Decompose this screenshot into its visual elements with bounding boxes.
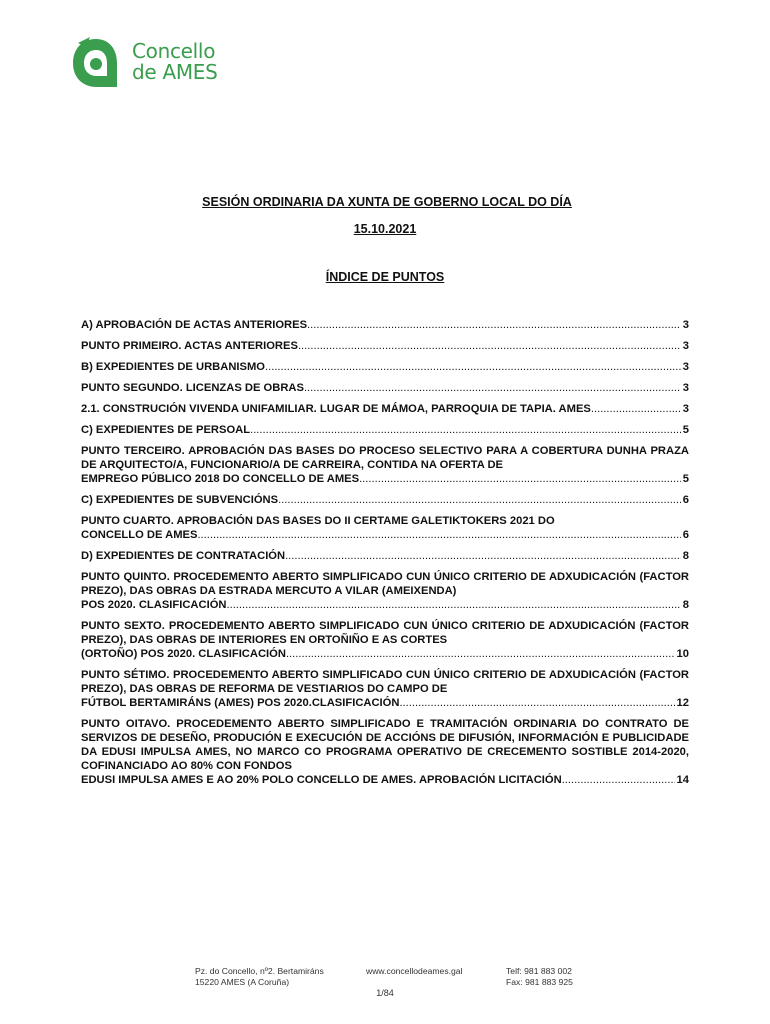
toc-entry[interactable] <box>81 339 689 353</box>
footer-fax: Fax: 981 883 925 <box>506 977 573 987</box>
toc-leader-dots <box>286 647 675 661</box>
toc-leader-dots <box>307 318 681 332</box>
toc-entry-title: PUNTO CUARTO. APROBACIÓN DAS BASES DO II CERTAME GALETIKTOKERS 2021 DO <box>81 515 555 527</box>
toc-leader-dots <box>359 472 681 486</box>
toc-entry-page: 8 <box>682 550 689 562</box>
toc-entry-page: 3 <box>682 340 689 352</box>
toc-entry[interactable] <box>81 360 689 374</box>
footer-address <box>195 966 324 988</box>
concello-logo <box>70 35 230 91</box>
toc-entry[interactable] <box>81 402 689 416</box>
logo-line-1: Concello <box>132 39 216 63</box>
toc-entry-page: 3 <box>682 361 689 373</box>
toc-leader-dots <box>562 773 675 787</box>
toc-entry[interactable] <box>81 423 689 437</box>
index-heading: ÍNDICE DE PUNTOS <box>325 270 445 284</box>
toc-entry[interactable] <box>81 570 689 612</box>
concello-ames-logo-icon <box>70 35 122 91</box>
footer-phone: Telf: 981 883 002 <box>506 966 572 976</box>
toc-entry-page: 12 <box>676 697 689 709</box>
toc-leader-dots <box>250 423 681 437</box>
toc-entry-title: PUNTO OITAVO. PROCEDEMENTO ABERTO SIMPLIFICADO E TRAMITACIÓN ORDINARIA DO CONTRATO DE SERVIZOS DE DESEÑO, PRODUCIÓN E EXECUCIÓN DE ACCIÓNS DE DIFUSIÓN, INFORMACIÓN E PUBLICIDADE DA EDUSI IMPULSA AMES, NO MARCO CO PROGRAMA OPERATIVO DE CRECEMENTO SOSTIBLE 2014-2020, COFINANCIADO AO 80% CON FONDOS <box>81 718 689 772</box>
toc-leader-dots <box>278 493 681 507</box>
footer-address-line-2: 15220 AMES (A Coruña) <box>195 977 290 987</box>
toc-entry-title: PUNTO SEGUNDO. LICENZAS DE OBRAS <box>81 382 304 394</box>
toc-entry-title: PUNTO SEXTO. PROCEDEMENTO ABERTO SIMPLIFICADO CUN ÚNICO CRITERIO DE ADXUDICACIÓN (FACTOR PREZO), DAS OBRAS DE INTERIORES EN ORTOÑIÑO E AS CORTES <box>81 620 689 646</box>
logo-line-2: de AMES <box>132 60 218 84</box>
toc-entry[interactable] <box>81 318 689 332</box>
toc-entry[interactable] <box>81 381 689 395</box>
toc-entry-title-end: EMPREGO PÚBLICO 2018 DO CONCELLO DE AMES <box>81 473 360 485</box>
toc-entry-page: 5 <box>682 424 689 436</box>
toc-leader-dots <box>591 402 681 416</box>
toc-leader-dots <box>285 549 681 563</box>
toc-entry[interactable] <box>81 668 689 710</box>
toc-entry-title: PUNTO PRIMEIRO. ACTAS ANTERIORES <box>81 340 298 352</box>
toc-leader-dots <box>399 696 674 710</box>
toc-entry[interactable] <box>81 493 689 507</box>
document-date: 15.10.2021 <box>353 222 417 236</box>
toc-leader-dots <box>265 360 681 374</box>
toc-entry-title-end: POS 2020. CLASIFICACIÓN <box>81 599 227 611</box>
toc-entry-page: 3 <box>682 403 689 415</box>
page-number: 1/84 <box>376 988 394 998</box>
toc-leader-dots <box>226 598 680 612</box>
toc-entry-title: D) EXPEDIENTES DE CONTRATACIÓN <box>81 550 286 562</box>
toc-entry-page: 14 <box>676 774 689 786</box>
footer-contact <box>506 966 573 988</box>
toc-leader-dots <box>298 339 681 353</box>
toc-entry-title-end: CONCELLO DE AMES <box>81 529 198 541</box>
toc-entry[interactable] <box>81 514 689 542</box>
footer-address-line-1: Pz. do Concello, nº2. Bertamiráns <box>195 966 324 976</box>
toc-entry-page: 6 <box>682 529 689 541</box>
toc-entry-page: 5 <box>682 473 689 485</box>
toc-entry-title: 2.1. CONSTRUCIÓN VIVENDA UNIFAMILIAR. LUGAR DE MÁMOA, PARROQUIA DE TAPIA. AMES <box>81 403 591 415</box>
toc-entry[interactable] <box>81 717 689 787</box>
toc-entry[interactable] <box>81 619 689 661</box>
toc-leader-dots <box>304 381 681 395</box>
toc-entry-page: 3 <box>682 382 689 394</box>
toc-entry-page: 6 <box>682 494 689 506</box>
document-title: SESIÓN ORDINARIA DA XUNTA DE GOBERNO LOCAL DO DÍA <box>202 195 572 209</box>
toc-leader-dots <box>197 528 680 542</box>
toc-entry-title-end: (ORTOÑO) POS 2020. CLASIFICACIÓN <box>81 648 286 660</box>
toc-entry-title: PUNTO TERCEIRO. APROBACIÓN DAS BASES DO PROCESO SELECTIVO PARA A COBERTURA DUNHA PRAZA DE ARQUITECTO/A, FUNCIONARIO/A DE CARREIRA, CONTIDA NA OFERTA DE <box>81 445 689 471</box>
toc-entry-title: PUNTO SÉTIMO. PROCEDEMENTO ABERTO SIMPLIFICADO CUN ÚNICO CRITERIO DE ADXUDICACIÓN (FACTOR PREZO), DAS OBRAS DE REFORMA DE VESTIARIOS DO CAMPO DE <box>81 669 689 695</box>
toc-entry-title-end: EDUSI IMPULSA AMES E AO 20% POLO CONCELLO DE AMES. APROBACIÓN LICITACIÓN <box>81 774 562 786</box>
toc-entry[interactable] <box>81 444 689 486</box>
toc-entry-title: A) APROBACIÓN DE ACTAS ANTERIORES <box>81 319 308 331</box>
table-of-contents <box>81 318 689 794</box>
footer-web <box>366 966 463 977</box>
toc-entry[interactable] <box>81 549 689 563</box>
footer-website: www.concellodeames.gal <box>366 966 463 976</box>
toc-entry-page: 8 <box>682 599 689 611</box>
toc-entry-page: 10 <box>676 648 689 660</box>
toc-entry-title: C) EXPEDIENTES DE SUBVENCIÓNS <box>81 494 279 506</box>
toc-entry-title-end: FÚTBOL BERTAMIRÁNS (AMES) POS 2020.CLASIFICACIÓN <box>81 697 400 709</box>
toc-entry-title: B) EXPEDIENTES DE URBANISMO <box>81 361 265 373</box>
toc-entry-title: PUNTO QUINTO. PROCEDEMENTO ABERTO SIMPLIFICADO CUN ÚNICO CRITERIO DE ADXUDICACIÓN (FACTOR PREZO), DAS OBRAS DA ESTRADA MERCUTO A VILAR (AMEIXENDA) <box>81 571 689 597</box>
toc-entry-page: 3 <box>682 319 689 331</box>
toc-entry-title: C) EXPEDIENTES DE PERSOAL <box>81 424 251 436</box>
